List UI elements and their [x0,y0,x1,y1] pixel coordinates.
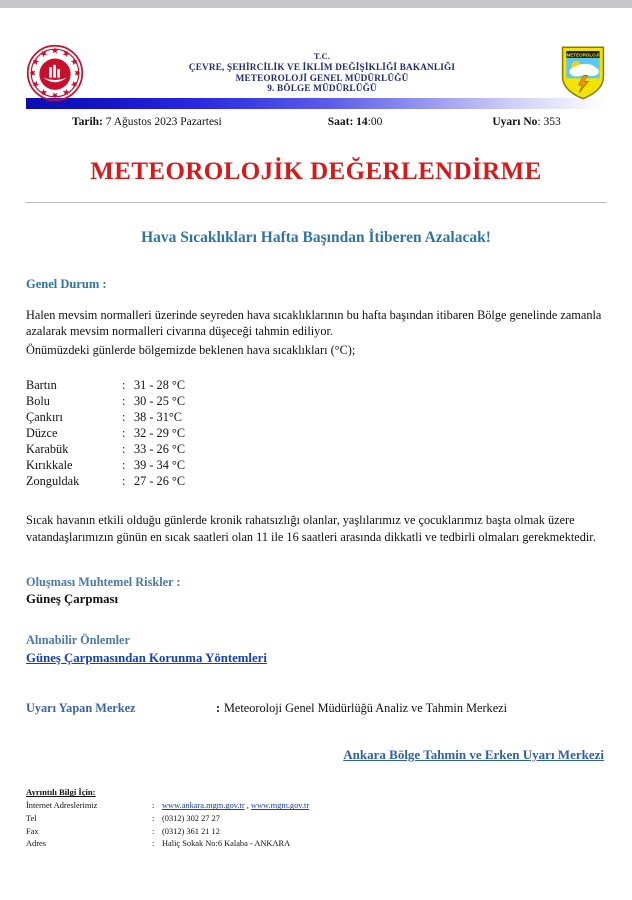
time-field [328,116,383,128]
city-name: Bolu [26,394,50,409]
temperature-table [26,378,185,490]
precautions-heading: Alınabilir Önlemler [26,633,130,648]
page-title: METEOROLOJİK DEĞERLENDİRME [90,158,542,185]
advisory-paragraph: Sıcak havanın etkili olduğu günlerde kronik rahatsızlığı olanlar, yaşlılarımız ve çocuklarımız başta olmak üzere vatandaşlarımızın günün en sıcak saatleri olan 11 ile 16 saatleri arasında dikkatli ve tedbirli olmaları gerekmektedir. [26,513,596,544]
city-name: Düzce [26,426,58,441]
city-name: Karabük [26,442,69,457]
office-signature [26,746,606,764]
institution-line1: ÇEVRE, ŞEHİRCİLİK VE İKLİM DEĞİŞİKLİĞİ BAKANLIĞI [188,61,456,72]
issuing-center-row [26,701,606,716]
title-divider [26,202,606,203]
website-link-2[interactable]: www.mgm.gov.tr [250,801,310,811]
footer-value: (0312) 361 21 12 [162,826,220,836]
issuing-center-colon: : [216,701,221,716]
gradient-divider-bar [26,98,606,109]
date-value: 7 Ağustos 2023 Pazartesi [105,116,222,128]
footer-label: Tel [26,813,37,823]
city-colon: : [122,474,126,489]
meteoroloji-shield-icon [560,45,606,101]
masthead [26,8,606,94]
date-field [72,116,222,128]
list-item [26,813,309,826]
website-link-1[interactable]: www.ankara.mgm.gov.tr [162,801,245,811]
top-gray-band [0,0,632,8]
list-item [26,838,309,851]
institution-line3: 9. BÖLGE MÜDÜRLÜĞÜ [267,83,377,94]
risks-heading: Oluşması Muhtemel Riskler : [26,575,181,590]
city-colon: : [122,458,126,473]
warning-number-field [492,116,560,128]
document-content [0,8,632,851]
page-subtitle: Hava Sıcaklıkları Hafta Başından İtiberen Azalacak! [141,229,491,246]
city-name: Çankırı [26,410,63,425]
footer-value: Haliç Sokak No:6 Kalaba - ANKARA [162,839,291,849]
svg-text:METEOROLOJİ: METEOROLOJİ [566,52,600,58]
list-item [26,800,309,813]
footer-colon: : [152,813,155,823]
footer [26,786,606,850]
city-temperature: 33 - 26 °C [134,442,186,457]
footer-contact-table [26,800,309,850]
footer-value: (0312) 302 27 27 [162,813,220,823]
city-temperature: 31 - 28 °C [134,378,186,393]
city-name: Bartın [26,378,57,393]
city-colon: : [122,426,126,441]
footer-colon: : [152,801,155,811]
date-label: Tarih: [72,116,103,128]
time-label: Saat: [327,116,354,128]
city-colon: : [122,410,126,425]
city-colon: : [122,442,126,457]
time-value-hour: 14 [356,116,368,128]
table-row [26,474,185,490]
warning-number-value: : 353 [537,116,561,128]
general-situation-paragraph: Halen mevsim normalleri üzerinde seyreden hava sıcaklıklarının bu hafta başından itibaren Bölge genelinde zamanla azalarak mevsim normalleri civarına düşeceği tahmin ediliyor. [26,308,602,339]
table-row [26,378,185,394]
city-temperature: 38 - 31°C [134,410,182,425]
institution-title [84,52,560,94]
table-row [26,394,185,410]
warning-number-label: Uyarı No [492,116,538,128]
footer-label: Adres [26,839,47,849]
time-value-minutes: :00 [367,116,383,128]
city-name: Zonguldak [26,474,80,489]
issuing-center-value: Meteoroloji Genel Müdürlüğü Analiz ve Tahmin Merkezi [224,701,508,716]
issuing-center-label: Uyarı Yapan Merkez [26,701,136,716]
meta-row [26,109,606,128]
general-situation-paragraph-2: Önümüzdeki günlerde bölgemizde beklenen hava sıcaklıkları (°C); [26,342,356,357]
city-temperature: 32 - 29 °C [134,426,186,441]
footer-label: Fax [26,826,39,836]
risks-value: Güneş Çarpması [26,592,119,607]
city-temperature: 30 - 25 °C [134,394,186,409]
table-row [26,426,185,442]
table-row [26,410,185,426]
general-situation-heading: Genel Durum : [26,277,107,291]
ministry-seal-icon [26,44,84,102]
table-row [26,458,185,474]
footer-colon: : [152,839,155,849]
institution-line2: METEOROLOJİ GENEL MÜDÜRLÜĞÜ [235,72,409,83]
footer-title: Ayrıntılı Bilgi İçin: [26,787,96,798]
city-temperature: 39 - 34 °C [134,458,186,473]
office-signature-text: Ankara Bölge Tahmin ve Erken Uyarı Merkezi [343,747,604,763]
city-name: Kırıkkale [26,458,73,473]
precautions-link[interactable]: Güneş Çarpmasından Korunma Yöntemleri [26,651,267,666]
institution-tc: T.C. [313,51,331,62]
list-item [26,826,309,839]
city-colon: : [122,394,126,409]
footer-value [162,800,309,813]
city-temperature: 27 - 26 °C [134,474,186,489]
footer-label: İnternet Adreslerimiz [26,801,98,811]
footer-colon: : [152,826,155,836]
city-colon: : [122,378,126,393]
table-row [26,442,185,458]
link-separator: , [244,801,251,811]
